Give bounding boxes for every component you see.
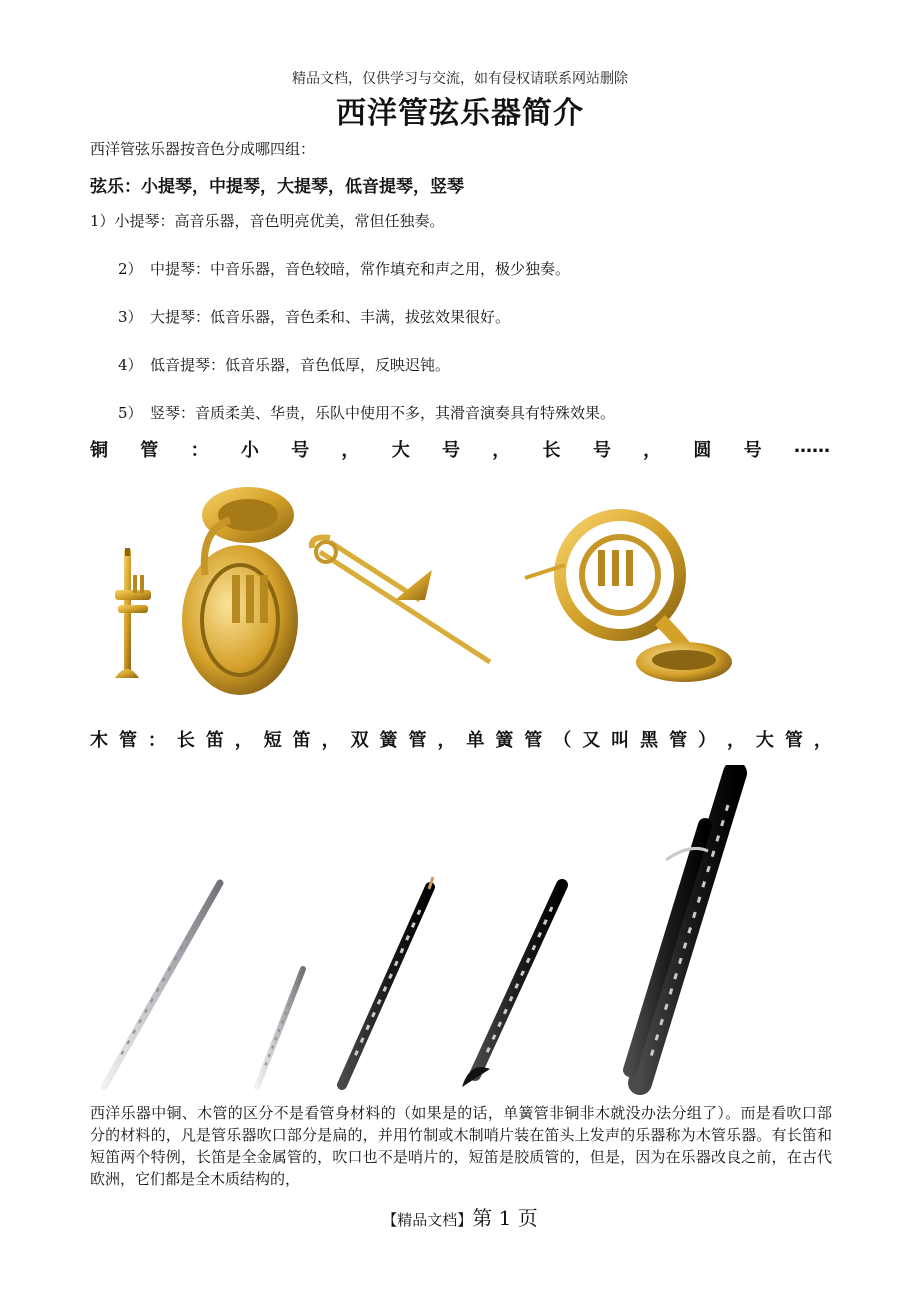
brass-char: 铜	[90, 440, 108, 461]
brass-char: 大	[391, 440, 410, 461]
brass-char: ，	[492, 440, 511, 461]
brass-char: 小	[240, 440, 259, 461]
woodwind-char: 管	[669, 730, 688, 751]
woodwind-char: 又	[582, 730, 601, 751]
trumpet-image	[115, 548, 151, 678]
brass-heading	[90, 436, 830, 462]
woodwind-char: 管	[118, 730, 137, 751]
brass-char: ：	[190, 440, 209, 461]
page-number: 第 1 页	[472, 1206, 538, 1230]
woodwind-char: 笛	[292, 730, 311, 751]
brass-char: ，	[341, 440, 360, 461]
intro-line: 西洋管弦乐器按音色分成哪四组：	[90, 140, 316, 158]
woodwind-char: 黑	[640, 730, 659, 751]
footer-prefix: 【精品文档】	[382, 1211, 473, 1229]
piccolo-image	[257, 969, 303, 1087]
woodwind-char: ）	[698, 730, 717, 751]
brass-char: ，	[643, 440, 662, 461]
bassoon-image	[630, 773, 735, 1083]
brass-char: ……	[793, 436, 830, 457]
strings-item-3: 3） 大提琴：低音乐器，音色柔和、丰满，拔弦效果很好。	[118, 308, 511, 326]
brass-instruments-illustration	[0, 480, 920, 705]
strings-item-4: 4） 低音提琴：低音乐器，音色低厚，反映迟钝。	[118, 356, 451, 374]
brass-char: 圆	[693, 440, 712, 461]
oboe-image	[342, 877, 433, 1085]
brass-char: 号	[291, 440, 310, 461]
woodwind-char: 双	[350, 730, 369, 751]
page-footer	[0, 1202, 920, 1231]
strings-item-2: 2） 中提琴：中音乐器，音色较暗，常作填充和声之用，极少独奏。	[118, 260, 571, 278]
strings-item-1: 1）小提琴：高音乐器，音色明亮优美，常但任独奏。	[90, 212, 445, 230]
page-title: 西洋管弦乐器简介	[336, 96, 584, 131]
woodwind-char: 笛	[205, 730, 224, 751]
woodwind-char: （	[553, 730, 572, 751]
woodwind-char: ，	[234, 730, 253, 751]
woodwind-char: ，	[813, 730, 832, 751]
woodwind-char: 短	[263, 730, 282, 751]
tuba-image	[182, 487, 298, 695]
woodwind-char: ，	[726, 730, 745, 751]
flute-image	[104, 883, 220, 1087]
brass-char: 管	[140, 440, 159, 461]
header-note: 精品文档，仅供学习与交流，如有侵权请联系网站删除	[292, 71, 628, 87]
brass-char: 长	[542, 440, 561, 461]
woodwind-char: 管	[524, 730, 543, 751]
woodwind-heading	[90, 726, 832, 752]
woodwind-char: 簧	[495, 730, 514, 751]
woodwind-char: ，	[321, 730, 340, 751]
woodwind-char: 单	[466, 730, 485, 751]
brass-char: 号	[441, 440, 460, 461]
clarinet-image	[462, 885, 562, 1087]
brass-char: 号	[743, 440, 762, 461]
woodwind-char: 长	[176, 730, 195, 751]
woodwind-char: 大	[755, 730, 774, 751]
strings-heading: 弦乐：小提琴，中提琴，大提琴，低音提琴，竖琴	[90, 177, 464, 197]
trombone-image	[312, 537, 490, 662]
woodwind-char: 木	[90, 730, 108, 751]
woodwind-instruments-illustration	[0, 765, 920, 1095]
woodwind-char: ：	[147, 730, 166, 751]
woodwind-char: 管	[784, 730, 803, 751]
woodwind-char: 叫	[611, 730, 630, 751]
body-paragraph: 西洋乐器中铜、木管的区分不是看管身材料的（如果是的话，单簧管非铜非木就没办法分组了）。而是看吹口部分的材料的，凡是管乐器吹口部分是扁的，并用竹制或木制哨片装在笛头上发声的乐器称为木管乐器。有长笛和短笛两个特例，长笛是全金属管的，吹口也不是哨片的，短笛是胶质管的，但是，因为在乐器改良之前，在古代欧洲，它们都是全木质结构的，	[90, 1104, 832, 1188]
strings-item-5: 5） 竖琴：音质柔美、华贵，乐队中使用不多，其滑音演奏具有特殊效果。	[118, 404, 616, 422]
brass-char: 号	[592, 440, 611, 461]
french-horn-image	[525, 515, 732, 682]
woodwind-char: 簧	[379, 730, 398, 751]
woodwind-char: 管	[408, 730, 427, 751]
woodwind-char: ，	[437, 730, 456, 751]
